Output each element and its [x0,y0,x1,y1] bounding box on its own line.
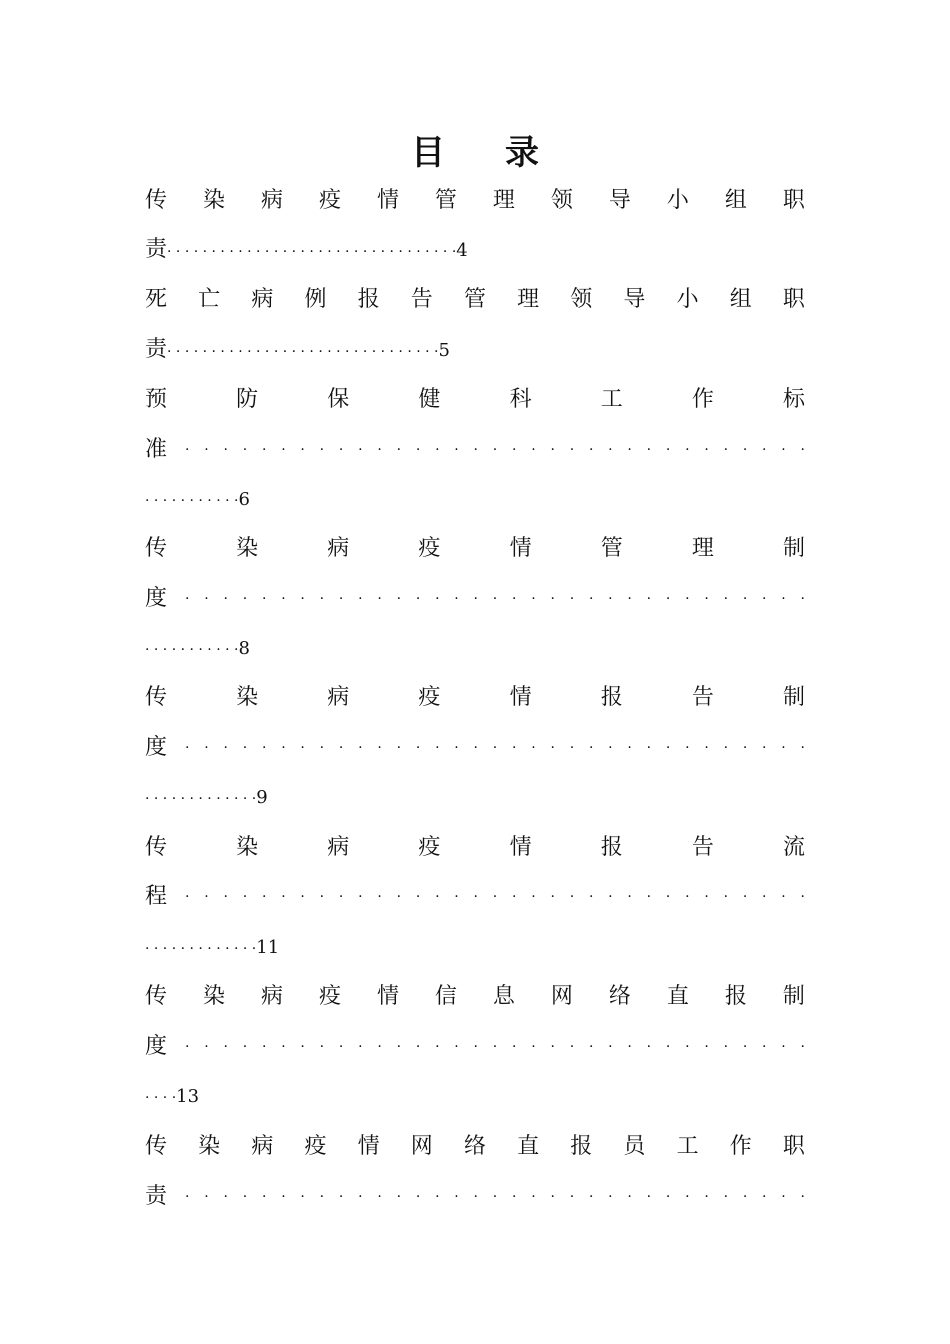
toc-char: 例 [304,287,327,312]
toc-char: 组 [724,188,747,213]
toc-entry-4-line-2[interactable] [145,581,805,617]
toc-char: 死 [145,287,168,312]
toc-char: 报 [600,685,623,710]
toc-char: 导 [623,287,646,312]
toc-char: 度 [145,1034,168,1059]
toc-entry-4-line-3 [145,630,805,666]
toc-char: 理 [691,536,714,561]
toc-entry-3-line-1 [145,382,805,418]
toc-char: 病 [251,1134,274,1159]
toc-char: 度 [145,586,168,611]
toc-char: 报 [570,1134,593,1159]
toc-leader-dots: · · · · · · · · · · · [145,642,239,658]
toc-leader-dots: · · · · · · · · · · · · · · · · · · · · · · · · · · · · · · · · · [185,442,805,458]
toc-char: 小 [676,287,699,312]
toc-char: 责 [145,337,168,362]
toc-char: 理 [517,287,540,312]
toc-char: 传 [145,835,168,860]
toc-leader-dots: · · · · · · · · · · · · · · · · · · · · · · · · · · · · · · · · · [185,1189,805,1205]
toc-char: 染 [202,984,225,1009]
toc-leader-dots: · · · · · · · · · · · · · [145,941,257,957]
toc-entry-8-line-2[interactable] [145,1179,805,1215]
toc-char: 病 [327,685,350,710]
toc-leader-dots: · · · · · · · · · · · · · [145,791,257,807]
toc-page-number: 13 [176,1086,200,1107]
toc-char: 报 [724,984,747,1009]
toc-char: 作 [691,387,714,412]
toc-char: 传 [145,536,168,561]
toc-leader-dots: · · · · · · · · · · · · · · · · · · · · · · · · · · · · · · · · · [185,591,805,607]
toc-char: 制 [782,984,805,1009]
toc-char: 领 [570,287,593,312]
title-char-1: 目 [411,133,445,173]
toc-page-number: 4 [456,240,468,261]
toc-entry-2-line-1 [145,282,805,318]
toc-char: 传 [145,1134,168,1159]
toc-entry-7-line-1 [145,979,805,1015]
toc-char: 传 [145,685,168,710]
toc-char: 报 [600,835,623,860]
toc-char: 理 [492,188,515,213]
page-title [0,128,950,178]
toc-char: 疫 [418,536,441,561]
toc-page-number: 5 [438,340,450,361]
toc-entry-5-line-2[interactable] [145,730,805,766]
toc-char: 职 [782,188,805,213]
toc-entry-7-line-3 [145,1078,805,1114]
toc-char: 保 [327,387,350,412]
toc-char: 小 [666,188,689,213]
toc-char: 直 [666,984,689,1009]
toc-entry-5-line-3 [145,779,805,815]
toc-leader-dots: · · · · · · · · · · · [145,493,239,509]
toc-char: 息 [492,984,515,1009]
toc-char: 制 [782,685,805,710]
toc-char: 组 [729,287,752,312]
toc-char: 疫 [418,835,441,860]
toc-entry-6-line-1 [145,830,805,866]
toc-char: 病 [260,188,283,213]
toc-char: 管 [463,287,486,312]
toc-char: 传 [145,188,168,213]
toc-char: 情 [509,536,532,561]
toc-char: 信 [434,984,457,1009]
toc-char: 预 [145,387,168,412]
toc-char: 员 [623,1134,646,1159]
toc-char: 科 [509,387,532,412]
toc-char: 病 [251,287,274,312]
toc-page-number: 6 [238,489,250,510]
toc-entry-3-line-2[interactable] [145,432,805,468]
toc-char: 准 [145,437,168,462]
toc-char: 情 [509,685,532,710]
toc-char: 导 [608,188,631,213]
toc-entry-6-line-2[interactable] [145,879,805,915]
toc-char: 告 [410,287,433,312]
toc-char: 作 [729,1134,752,1159]
toc-char: 染 [236,685,259,710]
toc-char: 领 [550,188,573,213]
toc-char: 程 [145,884,168,909]
toc-char: 制 [782,536,805,561]
toc-leader-dots: · · · · · · · · · · · · · · · · · · · · · · · · · · · · · · · [167,344,439,360]
toc-char: 责 [145,1184,168,1209]
toc-char: 防 [236,387,259,412]
toc-char: 职 [782,287,805,312]
toc-entry-2-line-2[interactable] [145,332,805,368]
toc-leader-dots: · · · · · · · · · · · · · · · · · · · · · · · · · · · · · · · · · [185,1039,805,1055]
toc-char: 告 [691,685,714,710]
toc-char: 告 [691,835,714,860]
toc-char: 络 [463,1134,486,1159]
title-char-2: 录 [505,133,539,173]
toc-char: 网 [410,1134,433,1159]
toc-char: 管 [600,536,623,561]
toc-char: 亡 [198,287,221,312]
toc-char: 染 [198,1134,221,1159]
toc-entry-7-line-2[interactable] [145,1029,805,1065]
toc-char: 工 [600,387,623,412]
toc-char: 病 [327,536,350,561]
toc-char: 职 [782,1134,805,1159]
toc-char: 直 [517,1134,540,1159]
toc-char: 管 [434,188,457,213]
toc-char: 染 [236,536,259,561]
toc-char: 疫 [318,188,341,213]
toc-entry-1-line-1 [145,183,805,219]
toc-char: 染 [236,835,259,860]
toc-entry-4-line-1 [145,531,805,567]
toc-char: 传 [145,984,168,1009]
toc-char: 情 [376,188,399,213]
toc-leader-dots: · · · · [145,1090,177,1106]
toc-entry-3-line-3 [145,481,805,517]
toc-entry-6-line-3 [145,929,805,965]
toc-char: 责 [145,237,168,262]
toc-char: 染 [202,188,225,213]
toc-leader-dots: · · · · · · · · · · · · · · · · · · · · · · · · · · · · · · · · · [185,740,805,756]
toc-entry-5-line-1 [145,680,805,716]
toc-char: 病 [327,835,350,860]
toc-leader-dots: · · · · · · · · · · · · · · · · · · · · · · · · · · · · · · · · · [185,889,805,905]
toc-char: 病 [260,984,283,1009]
toc-page-number: 11 [256,937,280,958]
toc-char: 流 [782,835,805,860]
toc-char: 工 [676,1134,699,1159]
toc-char: 疫 [304,1134,327,1159]
toc-entry-8-line-1 [145,1129,805,1165]
toc-char: 报 [357,287,380,312]
toc-page-number: 9 [256,787,268,808]
toc-char: 健 [418,387,441,412]
toc-char: 络 [608,984,631,1009]
toc-page-number: 8 [238,638,250,659]
toc-char: 情 [357,1134,380,1159]
toc-char: 度 [145,735,168,760]
toc-char: 情 [376,984,399,1009]
toc-char: 情 [509,835,532,860]
toc-char: 疫 [418,685,441,710]
toc-char: 网 [550,984,573,1009]
toc-char: 疫 [318,984,341,1009]
toc-leader-dots: · · · · · · · · · · · · · · · · · · · · · · · · · · · · · · · · · [167,244,457,260]
toc-char: 标 [782,387,805,412]
toc-entry-1-line-2[interactable] [145,232,805,268]
